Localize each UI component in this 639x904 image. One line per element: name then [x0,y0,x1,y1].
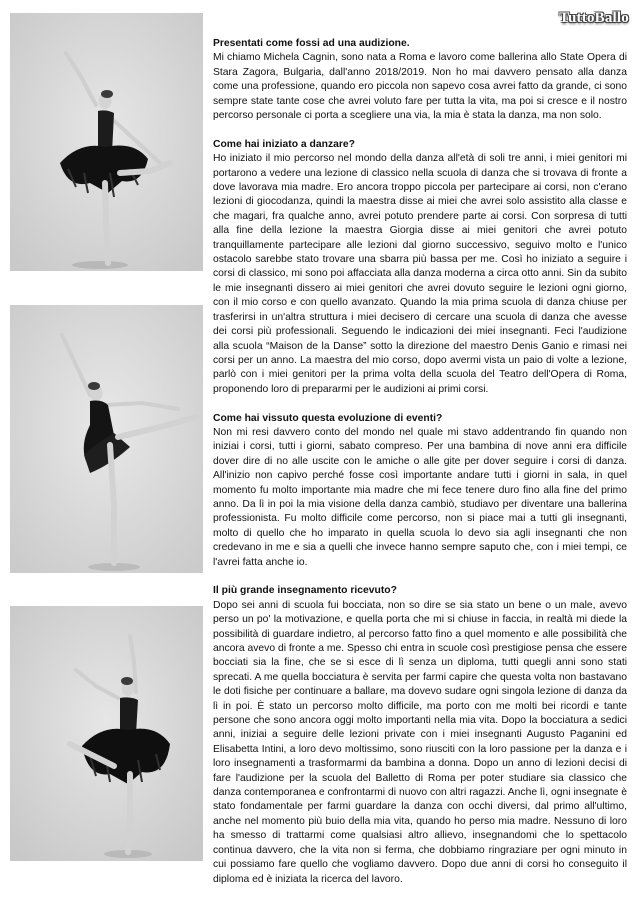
section-body: Dopo sei anni di scuola fui bocciata, non so dire se sia stato un bene o un male, avevo perso un po' la motivazione, e quella porta che mi si chiuse in faccia, in realtà mi diede la possibilità di guardare indietro, al percorso fatto fino a quel momento e alle possibilità che ancora avevo di fronte a me. Spesso chi entra in scuole così prestigiose pensa che essere bocciati sia la fine, che se si esce di lì senza un diploma, tutti quegli anni sono stati sprecati. A me quella bocciatura è servita per farmi capire che questa volta non bastavano le doti fisiche per continuare a ballare, ma dovevo sudare ogni singola lezione di danza da lì in poi. È stato un percorso molto difficile, ma porto con me molti bei ricordi e tante persone che sono ancora oggi molto importanti nella mia vita. Dopo la bocciatura a sedici anni, iniziai a seguire delle lezioni private con i miei insegnanti Augusto Paganini ed Elisabetta Intini, a loro devo moltissimo, sono riusciti con la loro passione per la danza e i loro insegnamenti a trasformarmi da bambina a donna. Dopo un anno di lezioni decisi di fare l'audizione per la scuola del Balletto di Roma per poter studiare sia classico che danza contemporanea e confrontarmi di nuovo con altri ragazzi. Anche lì, ogni insegnate è stato fondamentale per farmi guardare la danza con occhi diversi, dal primo all'ultimo, anche nel momento più buio della mia vita, quando ho perso mia madre. Nessuno di loro ha smesso di trattarmi come qualsiasi altro allievo, insegnandomi che lo spettacolo continua davvero, che la vita non si ferma, che dobbiamo ringraziare per ogni minuto in cui possiamo fare quello che vogliamo davvero. Dopo due anni di corsi ho conseguito il diploma ed è iniziata la ricerca del lavoro. [213,599,627,885]
ballerina-photo-arabesque-tutu [10,13,203,271]
section-title: Come hai iniziato a danzare? [213,138,355,150]
section-evoluzione [213,412,627,570]
section-audizione [213,37,627,123]
section-body: Ho iniziato il mio percorso nel mondo della danza all'età di soli tre anni, i miei genitori mi portarono a vedere una lezione di classico nella scuola di danza che si trovava di fronte a dove lavorava mia madre. Ero ancora troppo piccola per partecipare ai corsi, non c'erano lezioni di giocodanza, quindi la maestra disse ai miei che avrei solo assistito alla classe e che magari, fra qualche anno, avrei potuto prendere parte ai corsi. Con sorpresa di tutti alla fine della lezione la maestra Giorgia disse ai miei genitori che avrei potuto tranquillamente partecipare alle lezioni dal giorno successivo, seguivo molto e l'unico ostacolo sarebbe stato trovare una sbarra più bassa per me. Così ho iniziato a seguire i corsi di classico, mi sono poi affacciata alla danza moderna a circa otto anni. Sin da subito le mie insegnanti dissero ai miei genitori che avrei dovuto seguire le lezioni ogni giorno, con il mio corso e con quello avanzato. Quando la mia prima scuola di danza chiuse per trasferirsi in un'altra struttura i miei decisero di cercare una scuola di danza che avesse dei corsi più professionali. Seguendo le indicazioni dei miei insegnanti. Feci l'audizione alla scuola “Maison de la Danse” sotto la direzione del maestro Denis Ganio e rimasi nei corsi per un anno. La maestra del mio corso, dopo avermi vista un paio di volte a lezione, parlò con i miei genitori per la prima volta della scuola del Teatro dell'Opera di Roma, proponendo loro di prepararmi per le audizioni ai primi corsi. [213,153,627,395]
section-body: Mi chiamo Michela Cagnin, sono nata a Roma e lavoro come ballerina allo State Opera di Stara Zagora, Bulgaria, dall'anno 2018/2019. Non ho mai davvero pensato alla danza come una professione, quando ero piccola non sapevo cosa avrei fatto da grande, ci sono sempre state tante cose che avrei voluto fare per tutta la vita, ma poi si cresce e il nostro percorso personale ci porta a scegliere una via, la mia è stata la danza, ma non solo. [213,52,627,122]
ballerina-photo-arabesque-dress [10,305,203,573]
tuttoballo-logo[interactable]: TuttoBallo [559,10,629,26]
section-body: Non mi resi davvero conto del mondo nel quale mi stavo addentrando fin quando non iniziai i corsi, tutti i giorni, sabato compreso. Per una bambina di nove anni era difficile dover dire di no alle uscite con le amiche o alle gite per dover seguire i corsi di danza. All'inizio non capivo perché fosse così importante andare tutti i giorni in sala, in quel momento fu molto importante mia madre che mi fece tenere duro fino alla fine del primo anno. Da lì in poi la mia visione della danza cambiò, studiavo per diventare una ballerina professionista. Fu molto difficile come percorso, non si piace mai a tutti gli insegnanti, molto di quello che ho imparato in quella scuola lo devo sia agli insegnanti che non credevano in me e sia a quelli che invece hanno sempre saputo che, con i miei tempi, ce l'avrei fatta anche io. [213,426,627,568]
section-title: Il più grande insegnamento ricevuto? [213,585,397,597]
ballerina-figure-1 [10,13,203,271]
ballerina-figure-2 [10,305,203,573]
section-insegnamento [213,584,627,887]
section-title: Presentati come fossi ad una audizione. [213,38,410,49]
ballerina-photo-tutu-pose [10,606,203,861]
article-text [213,37,627,901]
ballerina-figure-3 [10,606,203,861]
section-title: Come hai vissuto questa evoluzione di eventi? [213,412,443,424]
section-iniziato [213,138,627,397]
